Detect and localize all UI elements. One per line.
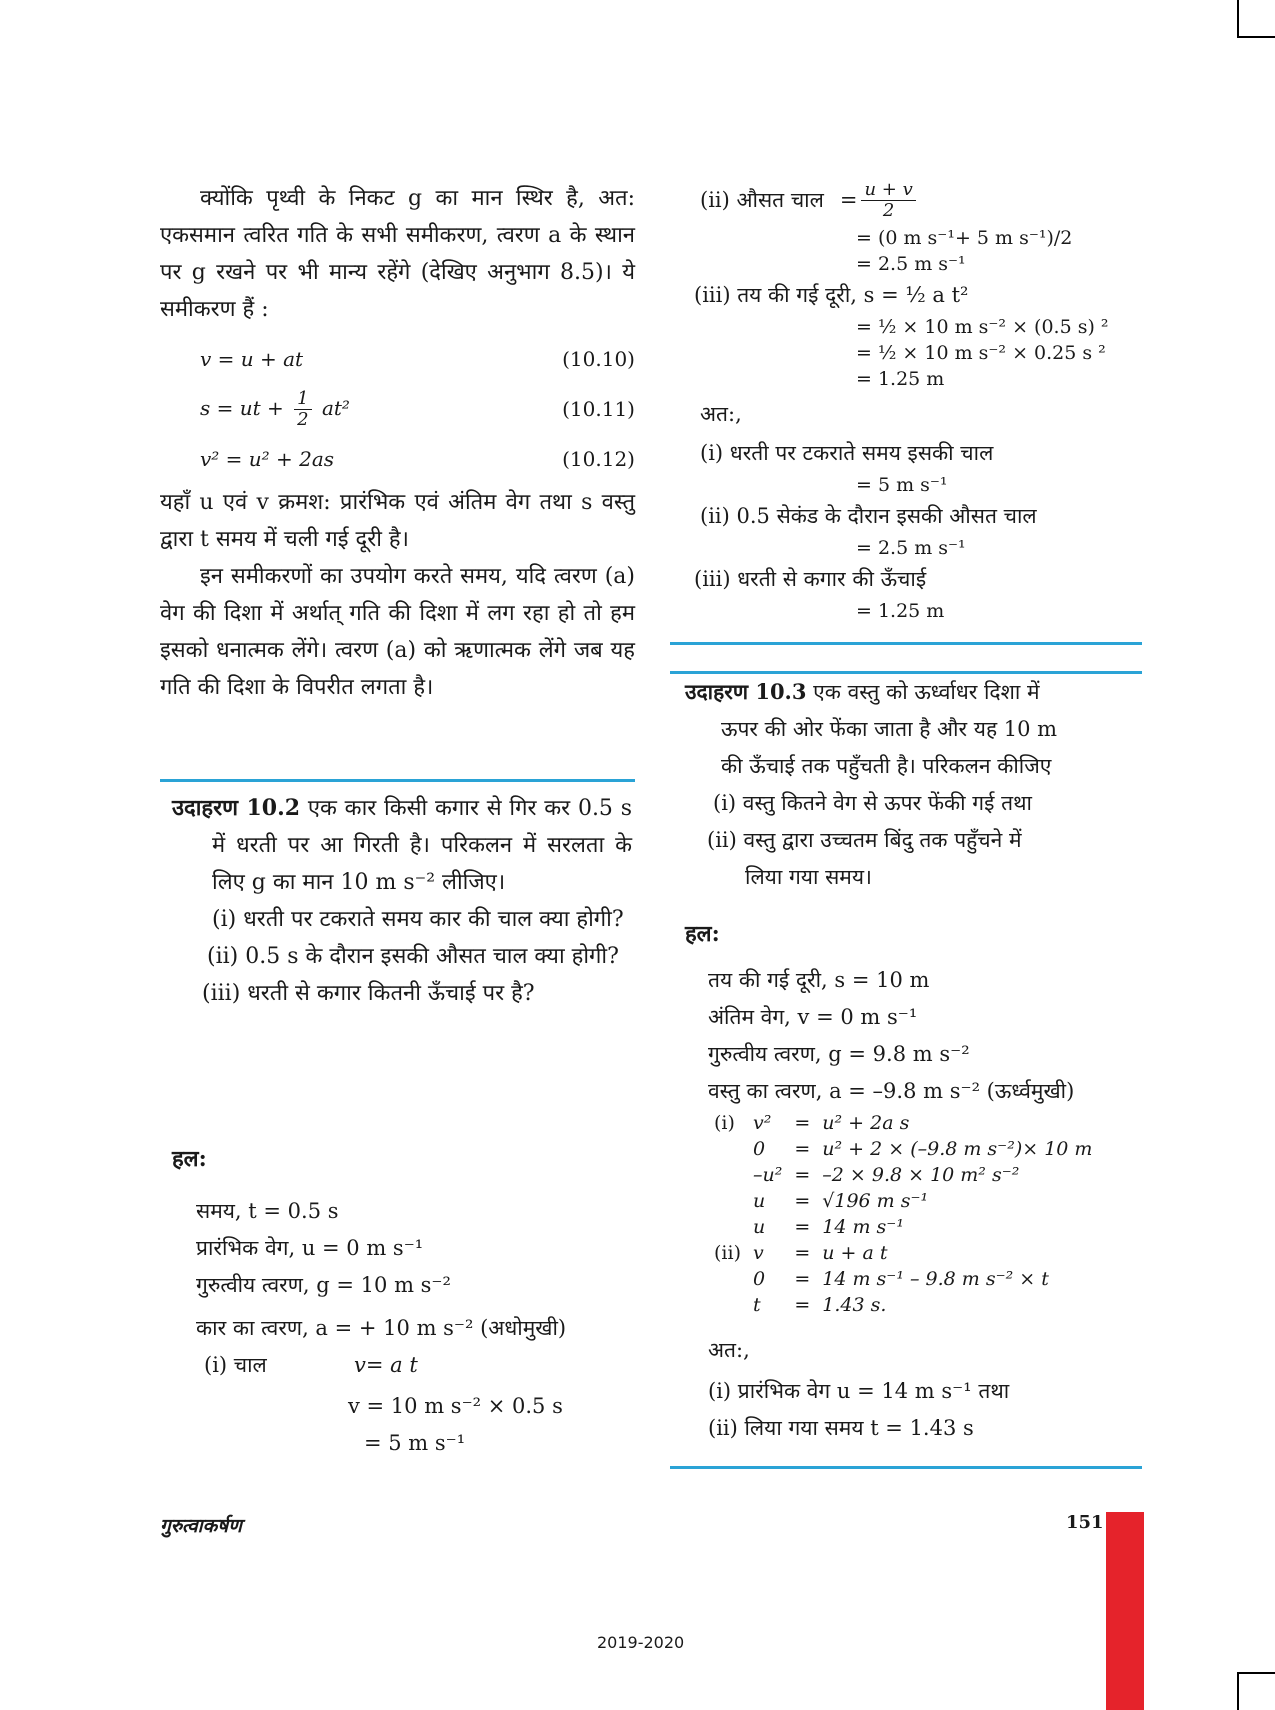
example-10-2 bbox=[172, 790, 632, 1012]
example-divider-left bbox=[160, 779, 635, 782]
calculation-cell: –u² bbox=[752, 1164, 783, 1186]
calculation-cell: v² bbox=[752, 1112, 772, 1134]
calculation-row bbox=[708, 1240, 1098, 1266]
given-time: समय, t = 0.5 s bbox=[196, 1199, 339, 1223]
fraction-average: $\frac{u + v}{2}$ bbox=[861, 180, 915, 221]
calculation-row bbox=[708, 1292, 1098, 1318]
left-column bbox=[160, 180, 635, 706]
given-gravity: गुरुत्वीय त्वरण, g = 10 m s⁻² bbox=[196, 1273, 451, 1297]
calculation-cell: √196 m s⁻¹ bbox=[822, 1190, 929, 1212]
example-10-3: उदाहरण 10.3 एक वस्तु को ऊर्ध्वाधर दिशा में ऊपर की ओर फेंका जाता है और यह 10 m की ऊँचाई तक पहुँचती है। परिकलन कीजिए (i) वस्तु कितने वेग से ऊपर फेंकी गई तथा (ii) वस्तु द्वारा उच्चतम बिंदु तक पहुँचने में लिया गया समय। bbox=[685, 673, 1140, 896]
crop-mark-top-right bbox=[1237, 0, 1275, 38]
chapter-tab bbox=[1106, 1512, 1144, 1710]
example-divider-right-bottom bbox=[670, 1466, 1142, 1469]
solution-heading: हल: bbox=[172, 1146, 207, 1172]
calculation-cell: v bbox=[752, 1242, 764, 1264]
example-title-10-3: उदाहरण 10.3 bbox=[685, 679, 807, 704]
therefore-label-10-3: अत:, bbox=[708, 1338, 750, 1362]
calculation-cell: t bbox=[752, 1294, 761, 1316]
example-divider-right-top bbox=[670, 642, 1142, 645]
calculation-row bbox=[708, 1214, 1098, 1240]
question-ii: (ii) 0.5 s के दौरान इसकी औसत चाल क्या होगी? bbox=[207, 944, 619, 969]
final-answer-i: (i) प्रारंभिक वेग u = 14 m s⁻¹ तथा bbox=[708, 1379, 1010, 1403]
calculation-cell: u² + 2 × (–9.8 m s⁻²)× 10 m bbox=[822, 1138, 1093, 1160]
solution-10-3 bbox=[708, 962, 1158, 1447]
solution-continued: (ii) औसत चाल = $\frac{u + v}{2}$ = (0 m s⁻¹+ 5 m s⁻¹)/2 = 2.5 m s⁻¹ (iii) तय की गई दूरी, s = ½ a t² = ½ × 10 m s⁻² × (0.5 s) ² = ½ × 10 m s⁻² × 0.25 s ² = 1.25 m अत:, (i) धरती पर टकराते समय इसकी चाल = 5 m s⁻¹ (ii) 0.5 सेकंड के दौरान इसकी औसत चाल = 2.5 m s⁻¹ (iii) धरती से कगार की ऊँचाई = 1.25 m bbox=[700, 180, 1160, 624]
solution-heading-10-3: हल: bbox=[685, 921, 720, 947]
calculation-row bbox=[708, 1136, 1098, 1162]
chapter-name: गुरुत्वाकर्षण bbox=[160, 1515, 242, 1537]
speed-result: = 5 m s⁻¹ bbox=[364, 1431, 466, 1455]
calculation-row bbox=[708, 1110, 1098, 1136]
calculation-cell: = bbox=[794, 1190, 811, 1212]
speed-step: (i) चाल v= a t bbox=[204, 1353, 418, 1377]
given-acceleration: कार का त्वरण, a = + 10 m s⁻² (अधोमुखी) bbox=[196, 1316, 567, 1340]
calculation-cell: = bbox=[794, 1294, 811, 1316]
answer-i: (i) धरती पर टकराते समय इसकी चाल bbox=[700, 441, 994, 465]
paragraph-sign-convention: इन समीकरणों का उपयोग करते समय, यदि त्वरण (a) वेग की दिशा में अर्थात् गति की दिशा में लग रहा हो तो हम इसको धनात्मक लेंगे। त्वरण (a) को ऋणात्मक लेंगे जब यह गति की दिशा के विपरीत लगता है। bbox=[160, 564, 635, 700]
edition-year: 2019-2020 bbox=[597, 1633, 685, 1652]
calculation-row bbox=[708, 1188, 1098, 1214]
example-title: उदाहरण 10.2 bbox=[172, 795, 301, 821]
distance-step: (iii) तय की गई दूरी, s = ½ a t² bbox=[694, 283, 969, 307]
speed-calc: v = 10 m s⁻² × 0.5 s bbox=[348, 1394, 563, 1418]
calculation-cell bbox=[708, 1162, 747, 1188]
calculation-row bbox=[708, 1266, 1098, 1292]
question-i: (i) धरती पर टकराते समय कार की चाल क्या होगी? bbox=[212, 907, 624, 932]
calculation-cell: = bbox=[794, 1216, 811, 1238]
calculation-cell: 1.43 s. bbox=[822, 1294, 887, 1316]
calculation-cell bbox=[708, 1292, 747, 1318]
calculation-cell: = bbox=[794, 1268, 811, 1290]
calculation-cell: = bbox=[794, 1138, 811, 1160]
question-10-3-i: (i) वस्तु कितने वेग से ऊपर फेंकी गई तथा bbox=[713, 791, 1032, 815]
given-final-velocity: अंतिम वेग, v = 0 m s⁻¹ bbox=[708, 1005, 918, 1029]
equation-10-10: v = u + at (10.10) bbox=[200, 347, 635, 371]
calculation-cell: u bbox=[752, 1216, 766, 1238]
calculation-cell: –2 × 9.8 × 10 m² s⁻² bbox=[822, 1164, 1020, 1186]
therefore-label: अत:, bbox=[700, 402, 742, 426]
calculation-cell: = bbox=[794, 1112, 811, 1134]
calculation-cell: = bbox=[794, 1164, 811, 1186]
question-10-3-ii: (ii) वस्तु द्वारा उच्चतम बिंदु तक पहुँचने में bbox=[707, 828, 1022, 852]
calculation-cell: 0 bbox=[752, 1268, 766, 1290]
calculation-cell: u² + 2a s bbox=[822, 1112, 910, 1134]
answer-ii: (ii) 0.5 सेकंड के दौरान इसकी औसत चाल bbox=[700, 504, 1037, 528]
calculation-cell bbox=[708, 1266, 747, 1292]
calculation-cell bbox=[708, 1136, 747, 1162]
calculation-table bbox=[708, 1110, 1098, 1318]
calculation-cell: u bbox=[752, 1190, 766, 1212]
given-acceleration-10-3: वस्तु का त्वरण, a = –9.8 m s⁻² (ऊर्ध्वमुखी) bbox=[708, 1079, 1075, 1103]
calculation-cell: u + a t bbox=[822, 1242, 888, 1264]
calculation-row bbox=[708, 1162, 1098, 1188]
calculation-cell: 0 bbox=[752, 1138, 766, 1160]
calculation-cell: 14 m s⁻¹ bbox=[822, 1216, 904, 1238]
calculation-cell: 14 m s⁻¹ – 9.8 m s⁻² × t bbox=[822, 1268, 1049, 1290]
given-initial-velocity: प्रारंभिक वेग, u = 0 m s⁻¹ bbox=[196, 1236, 424, 1260]
calculation-cell: (ii) bbox=[714, 1242, 741, 1264]
calculation-cell bbox=[708, 1188, 747, 1214]
equation-10-11: s = ut + $\frac{1}{2}$ at² (10.11) bbox=[200, 387, 635, 430]
page-number: 151 bbox=[1066, 1512, 1104, 1533]
given-distance: तय की गई दूरी, s = 10 m bbox=[708, 968, 930, 992]
solution-10-2 bbox=[196, 1193, 566, 1462]
calculation-cell bbox=[708, 1214, 747, 1240]
fraction-half: $\frac{1}{2}$ bbox=[294, 389, 311, 430]
average-speed-step: (ii) औसत चाल = $\frac{u + v}{2}$ bbox=[700, 180, 1160, 221]
equation-10-12: v² = u² + 2as (10.12) bbox=[200, 447, 635, 471]
crop-mark-bottom-right bbox=[1237, 1672, 1275, 1710]
question-iii: (iii) धरती से कगार कितनी ऊँचाई पर है? bbox=[202, 981, 535, 1006]
answer-iii: (iii) धरती से कगार की ऊँचाई bbox=[694, 567, 927, 591]
given-gravity-10-3: गुरुत्वीय त्वरण, g = 9.8 m s⁻² bbox=[708, 1042, 970, 1066]
calculation-cell: (i) bbox=[714, 1112, 735, 1134]
paragraph-symbols: यहाँ u एवं v क्रमश: प्रारंभिक एवं अंतिम वेग तथा s वस्तु द्वारा t समय में चली गई दूरी है। bbox=[160, 490, 635, 552]
final-answer-ii: (ii) लिया गया समय t = 1.43 s bbox=[708, 1416, 974, 1440]
example-body: एक कार किसी कगार से गिर कर 0.5 s में धरती पर आ गिरती है। परिकलन में सरलता के लिए g का मान 10 m s⁻² लीजिए। bbox=[212, 796, 632, 895]
calculation-cell: = bbox=[794, 1242, 811, 1264]
paragraph-equations-intro: क्योंकि पृथ्वी के निकट g का मान स्थिर है, अत: एकसमान त्वरित गति के सभी समीकरण, त्वरण a के स्थान पर g रखने पर भी मान्य रहेंगे (देखिए अनुभाग 8.5)। ये समीकरण हैं : bbox=[160, 186, 635, 322]
